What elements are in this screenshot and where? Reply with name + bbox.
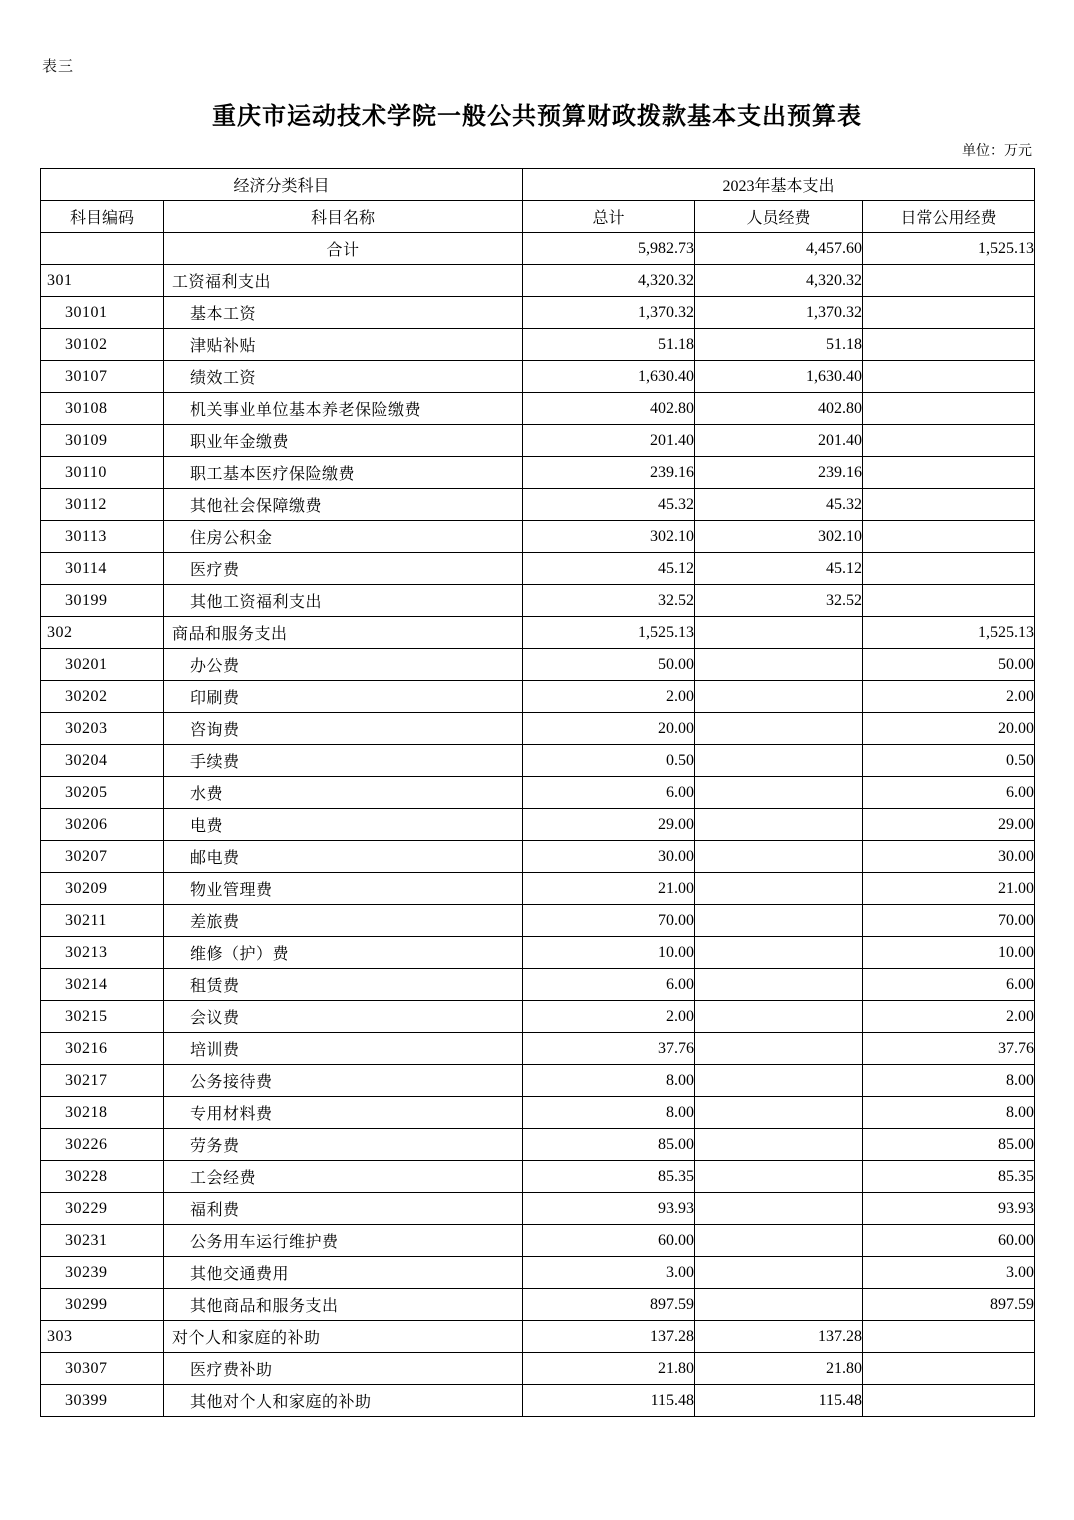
- cell-subject-name: 商品和服务支出: [164, 617, 523, 649]
- cell-subject-name: 会议费: [164, 1001, 523, 1033]
- cell-subject-code: 30209: [41, 873, 164, 905]
- cell-subject-code: 30399: [41, 1385, 164, 1417]
- table-row: [41, 297, 1035, 329]
- cell-personnel-funds: [695, 873, 863, 905]
- table-row: [41, 585, 1035, 617]
- cell-subject-code: 30229: [41, 1193, 164, 1225]
- cell-total: 239.16: [523, 457, 695, 489]
- cell-personnel-funds: 45.32: [695, 489, 863, 521]
- cell-subject-name: 劳务费: [164, 1129, 523, 1161]
- table-row: [41, 1001, 1035, 1033]
- cell-daily-public-funds: 60.00: [863, 1225, 1035, 1257]
- cell-subject-code: 30218: [41, 1097, 164, 1129]
- cell-subject-code: 30213: [41, 937, 164, 969]
- cell-subject-code: [41, 233, 164, 265]
- table-row: [41, 521, 1035, 553]
- cell-subject-name: 基本工资: [164, 297, 523, 329]
- cell-subject-code: 30199: [41, 585, 164, 617]
- cell-daily-public-funds: [863, 457, 1035, 489]
- cell-daily-public-funds: 2.00: [863, 1001, 1035, 1033]
- column-header-total: 总计: [523, 201, 695, 233]
- table-row: [41, 489, 1035, 521]
- cell-daily-public-funds: 50.00: [863, 649, 1035, 681]
- cell-total: 302.10: [523, 521, 695, 553]
- cell-subject-name: 绩效工资: [164, 361, 523, 393]
- cell-subject-name: 职工基本医疗保险缴费: [164, 457, 523, 489]
- cell-subject-code: 30228: [41, 1161, 164, 1193]
- cell-daily-public-funds: [863, 329, 1035, 361]
- table-row: [41, 1193, 1035, 1225]
- table-row: [41, 1161, 1035, 1193]
- cell-subject-code: 30102: [41, 329, 164, 361]
- cell-subject-name: 职业年金缴费: [164, 425, 523, 457]
- cell-subject-name: 其他交通费用: [164, 1257, 523, 1289]
- table-row: [41, 425, 1035, 457]
- table-row: [41, 681, 1035, 713]
- cell-daily-public-funds: 8.00: [863, 1097, 1035, 1129]
- cell-daily-public-funds: [863, 553, 1035, 585]
- unit-note: 单位：万元: [962, 143, 1032, 159]
- table-row: [41, 617, 1035, 649]
- cell-personnel-funds: 51.18: [695, 329, 863, 361]
- cell-personnel-funds: [695, 1225, 863, 1257]
- cell-daily-public-funds: [863, 393, 1035, 425]
- header-economic-classification: 经济分类科目: [41, 169, 523, 201]
- cell-daily-public-funds: 85.00: [863, 1129, 1035, 1161]
- cell-subject-name: 办公费: [164, 649, 523, 681]
- cell-personnel-funds: 32.52: [695, 585, 863, 617]
- cell-subject-code: 30202: [41, 681, 164, 713]
- cell-personnel-funds: [695, 1161, 863, 1193]
- cell-subject-code: 30201: [41, 649, 164, 681]
- table-row: [41, 777, 1035, 809]
- cell-subject-name: 福利费: [164, 1193, 523, 1225]
- cell-subject-code: 30107: [41, 361, 164, 393]
- cell-total: 6.00: [523, 969, 695, 1001]
- cell-personnel-funds: [695, 969, 863, 1001]
- cell-subject-code: 30109: [41, 425, 164, 457]
- cell-total: 2.00: [523, 1001, 695, 1033]
- cell-subject-name: 其他商品和服务支出: [164, 1289, 523, 1321]
- cell-subject-name: 邮电费: [164, 841, 523, 873]
- cell-daily-public-funds: 8.00: [863, 1065, 1035, 1097]
- cell-personnel-funds: [695, 905, 863, 937]
- cell-personnel-funds: 4,457.60: [695, 233, 863, 265]
- table-row: [41, 1129, 1035, 1161]
- cell-personnel-funds: [695, 1065, 863, 1097]
- cell-subject-name: 维修（护）费: [164, 937, 523, 969]
- cell-total: 85.00: [523, 1129, 695, 1161]
- cell-subject-code: 30101: [41, 297, 164, 329]
- table-row: [41, 1033, 1035, 1065]
- cell-subject-name: 印刷费: [164, 681, 523, 713]
- column-header-code: 科目编码: [41, 201, 164, 233]
- table-row: [41, 1321, 1035, 1353]
- cell-total: 21.80: [523, 1353, 695, 1385]
- cell-personnel-funds: [695, 1097, 863, 1129]
- cell-daily-public-funds: [863, 521, 1035, 553]
- sheet-label: 表三: [42, 57, 75, 75]
- cell-daily-public-funds: 85.35: [863, 1161, 1035, 1193]
- cell-total: 70.00: [523, 905, 695, 937]
- cell-total: 1,630.40: [523, 361, 695, 393]
- cell-personnel-funds: 302.10: [695, 521, 863, 553]
- cell-total: 45.32: [523, 489, 695, 521]
- cell-daily-public-funds: [863, 489, 1035, 521]
- cell-subject-code: 30214: [41, 969, 164, 1001]
- cell-personnel-funds: 115.48: [695, 1385, 863, 1417]
- cell-personnel-funds: [695, 745, 863, 777]
- table-row: [41, 393, 1035, 425]
- cell-daily-public-funds: 30.00: [863, 841, 1035, 873]
- cell-personnel-funds: [695, 1193, 863, 1225]
- cell-subject-code: 30217: [41, 1065, 164, 1097]
- table-row: [41, 745, 1035, 777]
- cell-subject-code: 30207: [41, 841, 164, 873]
- cell-subject-name: 公务用车运行维护费: [164, 1225, 523, 1257]
- table-body: [41, 233, 1035, 1417]
- cell-total: 29.00: [523, 809, 695, 841]
- cell-subject-name: 医疗费: [164, 553, 523, 585]
- cell-personnel-funds: [695, 1129, 863, 1161]
- table-row: [41, 905, 1035, 937]
- column-header-daily-public: 日常公用经费: [863, 201, 1035, 233]
- cell-subject-name: 咨询费: [164, 713, 523, 745]
- table-row: [41, 1289, 1035, 1321]
- cell-daily-public-funds: [863, 361, 1035, 393]
- cell-daily-public-funds: [863, 297, 1035, 329]
- cell-total: 6.00: [523, 777, 695, 809]
- cell-daily-public-funds: [863, 265, 1035, 297]
- table-row: [41, 1065, 1035, 1097]
- cell-total: 8.00: [523, 1065, 695, 1097]
- cell-personnel-funds: [695, 777, 863, 809]
- page-title: 重庆市运动技术学院一般公共预算财政拨款基本支出预算表: [212, 104, 862, 130]
- cell-total: 50.00: [523, 649, 695, 681]
- cell-daily-public-funds: 93.93: [863, 1193, 1035, 1225]
- cell-total: 45.12: [523, 553, 695, 585]
- table-row: [41, 649, 1035, 681]
- cell-subject-name: 工会经费: [164, 1161, 523, 1193]
- cell-personnel-funds: [695, 937, 863, 969]
- cell-subject-code: 30226: [41, 1129, 164, 1161]
- budget-table: [40, 168, 1035, 1417]
- cell-subject-name: 津贴补贴: [164, 329, 523, 361]
- cell-subject-name: 其他社会保障缴费: [164, 489, 523, 521]
- table-row: [41, 457, 1035, 489]
- cell-daily-public-funds: 37.76: [863, 1033, 1035, 1065]
- cell-subject-code: 303: [41, 1321, 164, 1353]
- cell-personnel-funds: [695, 713, 863, 745]
- table-row: [41, 553, 1035, 585]
- cell-total: 1,525.13: [523, 617, 695, 649]
- cell-daily-public-funds: 10.00: [863, 937, 1035, 969]
- cell-personnel-funds: 1,370.32: [695, 297, 863, 329]
- cell-total: 4,320.32: [523, 265, 695, 297]
- cell-subject-code: 30215: [41, 1001, 164, 1033]
- cell-personnel-funds: [695, 681, 863, 713]
- cell-subject-name: 水费: [164, 777, 523, 809]
- cell-daily-public-funds: [863, 425, 1035, 457]
- cell-subject-name: 其他工资福利支出: [164, 585, 523, 617]
- cell-subject-name: 手续费: [164, 745, 523, 777]
- cell-personnel-funds: 45.12: [695, 553, 863, 585]
- cell-total: 21.00: [523, 873, 695, 905]
- cell-subject-name: 物业管理费: [164, 873, 523, 905]
- cell-subject-code: 30206: [41, 809, 164, 841]
- cell-personnel-funds: [695, 1033, 863, 1065]
- table-row: [41, 809, 1035, 841]
- table-row: [41, 1097, 1035, 1129]
- cell-daily-public-funds: 6.00: [863, 969, 1035, 1001]
- cell-personnel-funds: [695, 1001, 863, 1033]
- table-row: [41, 937, 1035, 969]
- cell-personnel-funds: [695, 1257, 863, 1289]
- cell-subject-code: 30113: [41, 521, 164, 553]
- cell-total: 115.48: [523, 1385, 695, 1417]
- cell-personnel-funds: [695, 841, 863, 873]
- cell-subject-name: 合计: [164, 233, 523, 265]
- cell-daily-public-funds: 21.00: [863, 873, 1035, 905]
- cell-subject-code: 30203: [41, 713, 164, 745]
- cell-total: 402.80: [523, 393, 695, 425]
- cell-personnel-funds: 4,320.32: [695, 265, 863, 297]
- table-row: [41, 265, 1035, 297]
- cell-total: 10.00: [523, 937, 695, 969]
- cell-daily-public-funds: 70.00: [863, 905, 1035, 937]
- cell-subject-code: 30108: [41, 393, 164, 425]
- cell-personnel-funds: 137.28: [695, 1321, 863, 1353]
- cell-subject-name: 对个人和家庭的补助: [164, 1321, 523, 1353]
- table-row: [41, 969, 1035, 1001]
- cell-subject-code: 301: [41, 265, 164, 297]
- cell-total: 37.76: [523, 1033, 695, 1065]
- column-header-name: 科目名称: [164, 201, 523, 233]
- cell-personnel-funds: [695, 1289, 863, 1321]
- table-row: [41, 233, 1035, 265]
- cell-total: 20.00: [523, 713, 695, 745]
- cell-personnel-funds: [695, 809, 863, 841]
- cell-subject-name: 培训费: [164, 1033, 523, 1065]
- table-row: [41, 329, 1035, 361]
- cell-subject-name: 工资福利支出: [164, 265, 523, 297]
- cell-daily-public-funds: [863, 1353, 1035, 1385]
- cell-subject-name: 住房公积金: [164, 521, 523, 553]
- cell-personnel-funds: 1,630.40: [695, 361, 863, 393]
- table-row: [41, 361, 1035, 393]
- cell-subject-name: 公务接待费: [164, 1065, 523, 1097]
- cell-total: 8.00: [523, 1097, 695, 1129]
- cell-personnel-funds: [695, 617, 863, 649]
- cell-subject-name: 专用材料费: [164, 1097, 523, 1129]
- cell-subject-name: 租赁费: [164, 969, 523, 1001]
- cell-total: 5,982.73: [523, 233, 695, 265]
- cell-daily-public-funds: 20.00: [863, 713, 1035, 745]
- cell-subject-code: 30204: [41, 745, 164, 777]
- cell-personnel-funds: 201.40: [695, 425, 863, 457]
- table-row: [41, 841, 1035, 873]
- cell-total: 93.93: [523, 1193, 695, 1225]
- cell-subject-code: 30239: [41, 1257, 164, 1289]
- cell-subject-name: 机关事业单位基本养老保险缴费: [164, 393, 523, 425]
- cell-daily-public-funds: 897.59: [863, 1289, 1035, 1321]
- cell-subject-code: 30205: [41, 777, 164, 809]
- cell-daily-public-funds: 3.00: [863, 1257, 1035, 1289]
- cell-subject-name: 医疗费补助: [164, 1353, 523, 1385]
- cell-subject-code: 30231: [41, 1225, 164, 1257]
- cell-total: 201.40: [523, 425, 695, 457]
- table-row: [41, 713, 1035, 745]
- cell-total: 30.00: [523, 841, 695, 873]
- cell-subject-name: 差旅费: [164, 905, 523, 937]
- table-header-group-row: [41, 169, 1035, 201]
- cell-personnel-funds: 402.80: [695, 393, 863, 425]
- table-row: [41, 1257, 1035, 1289]
- cell-total: 60.00: [523, 1225, 695, 1257]
- cell-daily-public-funds: [863, 585, 1035, 617]
- cell-subject-code: 30307: [41, 1353, 164, 1385]
- cell-subject-code: 30110: [41, 457, 164, 489]
- cell-total: 137.28: [523, 1321, 695, 1353]
- cell-daily-public-funds: [863, 1321, 1035, 1353]
- cell-total: 32.52: [523, 585, 695, 617]
- cell-personnel-funds: 239.16: [695, 457, 863, 489]
- cell-subject-name: 电费: [164, 809, 523, 841]
- cell-total: 3.00: [523, 1257, 695, 1289]
- cell-subject-code: 30211: [41, 905, 164, 937]
- cell-daily-public-funds: 1,525.13: [863, 617, 1035, 649]
- cell-total: 2.00: [523, 681, 695, 713]
- cell-daily-public-funds: 29.00: [863, 809, 1035, 841]
- cell-total: 0.50: [523, 745, 695, 777]
- table-row: [41, 1385, 1035, 1417]
- cell-daily-public-funds: 6.00: [863, 777, 1035, 809]
- header-basic-expenditure-2023: 2023年基本支出: [523, 169, 1035, 201]
- table-row: [41, 1353, 1035, 1385]
- table-header-row: [41, 201, 1035, 233]
- cell-subject-code: 30299: [41, 1289, 164, 1321]
- table-row: [41, 873, 1035, 905]
- cell-personnel-funds: 21.80: [695, 1353, 863, 1385]
- cell-daily-public-funds: 2.00: [863, 681, 1035, 713]
- cell-total: 897.59: [523, 1289, 695, 1321]
- cell-daily-public-funds: 1,525.13: [863, 233, 1035, 265]
- cell-subject-code: 30114: [41, 553, 164, 585]
- cell-total: 85.35: [523, 1161, 695, 1193]
- cell-personnel-funds: [695, 649, 863, 681]
- cell-total: 51.18: [523, 329, 695, 361]
- table-row: [41, 1225, 1035, 1257]
- cell-daily-public-funds: 0.50: [863, 745, 1035, 777]
- cell-subject-name: 其他对个人和家庭的补助: [164, 1385, 523, 1417]
- column-header-personnel: 人员经费: [695, 201, 863, 233]
- cell-total: 1,370.32: [523, 297, 695, 329]
- cell-daily-public-funds: [863, 1385, 1035, 1417]
- cell-subject-code: 30112: [41, 489, 164, 521]
- cell-subject-code: 302: [41, 617, 164, 649]
- cell-subject-code: 30216: [41, 1033, 164, 1065]
